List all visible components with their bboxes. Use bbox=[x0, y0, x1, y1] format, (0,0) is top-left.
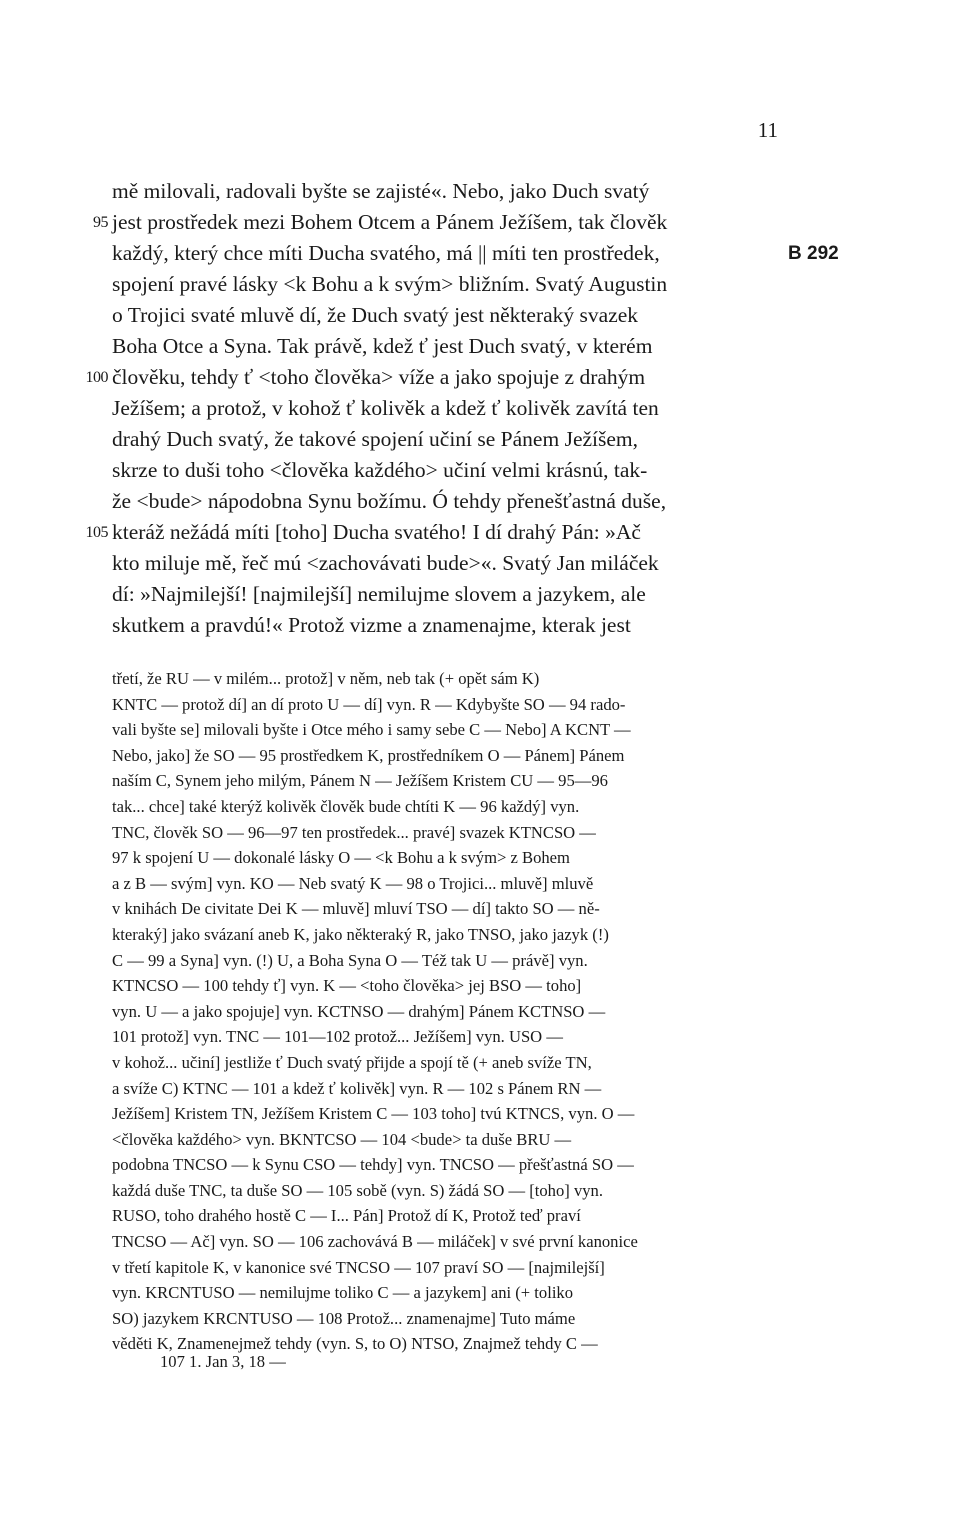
apparatus-line: v kohož... učiní] jestliže ť Duch svatý přijde a spojí tě (+ aneb svíže TN, bbox=[112, 1052, 592, 1072]
apparatus-line: vali byšte se] milovali byšte i Otce mého i samy sebe C — Nebo] A KCNT — bbox=[112, 720, 631, 740]
apparatus-line: každá duše TNC, ta duše SO — 105 sobě (vyn. S) žádá SO — [toho] vyn. bbox=[112, 1180, 603, 1200]
apparatus-line: 101 protož] vyn. TNC — 101—102 protož... Ježíšem] vyn. USO — bbox=[112, 1027, 563, 1047]
text-line: mě milovali, radovali byšte se zajisté«. Nebo, jako Duch svatý bbox=[112, 179, 650, 203]
apparatus-line: KTNCSO — 100 tehdy ť] vyn. K — <toho člověka> jej BSO — toho] bbox=[112, 976, 582, 996]
apparatus-line: RUSO, toho drahého hostě C — I... Pán] Protož dí K, Protož teď praví bbox=[112, 1206, 581, 1226]
apparatus-line: C — 99 a Syna] vyn. (!) U, a Boha Syna O — Též tak U — právě] vyn. bbox=[112, 950, 588, 970]
line-number: 100 bbox=[85, 369, 108, 386]
apparatus-line: vyn. U — a jako spojuje] vyn. KCTNSO — drahým] Pánem KCTNSO — bbox=[112, 1001, 606, 1021]
text-line: člověku, tehdy ť <toho člověka> víže a jako spojuje z drahým 100 bbox=[112, 362, 780, 393]
text-line: Boha Otce a Syna. Tak právě, kdež ť jest Duch svatý, v kterém bbox=[112, 334, 653, 358]
text-line: že <bude> nápodobna Synu božímu. Ó tehdy přenešťastná duše, bbox=[112, 489, 667, 513]
line-number: 95 bbox=[93, 214, 108, 231]
text-line: skutkem a pravdú!« Protož vizme a znamenajme, kterak jest bbox=[112, 613, 631, 637]
margin-reference: B 292 bbox=[788, 243, 839, 264]
text-line: kteráž nežádá míti [toho] Ducha svatého! I dí drahý Pán: »Ač 105 bbox=[112, 517, 780, 548]
apparatus-line: TNCSO — Ač] vyn. SO — 106 zachovává B — miláček] v své první kanonice bbox=[112, 1232, 638, 1252]
text-line: drahý Duch svatý, že takové spojení učiní se Pánem Ježíšem, bbox=[112, 427, 639, 451]
apparatus-line: naším C, Synem jeho milým, Pánem N — Ježíšem Kristem CU — 95—96 bbox=[112, 771, 608, 791]
apparatus-line: v knihách De civitate Dei K — mluvě] mluví TSO — dí] takto SO — ně- bbox=[112, 899, 600, 919]
apparatus-line: tak... chce] také kterýž kolivěk člověk bude chtíti K — 96 každý] vyn. bbox=[112, 796, 580, 816]
apparatus-line: Nebo, jako] že SO — 95 prostředkem K, prostředníkem O — Pánem] Pánem bbox=[112, 745, 625, 765]
text-line: každý, který chce míti Ducha svatého, má || míti ten prostředek, B 292 bbox=[112, 238, 780, 269]
text-line: kto miluje mě, řeč mú <zachovávati bude>«. Svatý Jan miláček bbox=[112, 551, 659, 575]
apparatus-line: kteraký] jako svázaní aneb K, jako některaký R, jako TNSO, jako jazyk (!) bbox=[112, 924, 609, 944]
apparatus-line: a z B — svým] vyn. KO — Neb svatý K — 98 o Trojici... mluvě] mluvě bbox=[112, 873, 594, 893]
apparatus-line: KNTC — protož dí] an dí proto U — dí] vyn. R — Kdybyšte SO — 94 rado- bbox=[112, 694, 626, 714]
line-number: 105 bbox=[85, 524, 108, 541]
apparatus-line: třetí, že RU — v milém... protož] v něm, neb tak (+ opět sám K) bbox=[112, 669, 540, 688]
apparatus-line: Ježíšem] Kristem TN, Ježíšem Kristem C — 103 toho] tvú KTNCS, vyn. O — bbox=[112, 1104, 635, 1124]
text-line: o Trojici svaté mluvě dí, že Duch svatý jest některaký svazek bbox=[112, 303, 639, 327]
footnote-reference: 107 1. Jan 3, 18 — bbox=[160, 1352, 286, 1371]
apparatus-line: 97 k spojení U — dokonalé lásky O — <k Bohu a k svým> z Bohem bbox=[112, 848, 570, 868]
text-line: Ježíšem; a protož, v kohož ť kolivěk a kdež ť kolivěk zavítá ten bbox=[112, 396, 659, 420]
critical-apparatus bbox=[112, 666, 780, 1357]
text-line: jest prostředek mezi Bohem Otcem a Pánem Ježíšem, tak člověk 95 bbox=[112, 207, 780, 238]
apparatus-line: a svíže C) KTNC — 101 a kdež ť kolivěk] vyn. R — 102 s Pánem RN — bbox=[112, 1078, 602, 1098]
text-line: spojení pravé lásky <k Bohu a k svým> bližním. Svatý Augustin bbox=[112, 272, 668, 296]
apparatus-line: věděti K, Znamenejmež tehdy (vyn. S, to O) NTSO, Znajmež tehdy C — bbox=[112, 1334, 598, 1354]
apparatus-line: SO) jazykem KRCNTUSO — 108 Protož... znamenajme] Tuto máme bbox=[112, 1308, 576, 1328]
text-line: dí: »Najmilejší! [najmilejší] nemilujme slovem a jazykem, ale bbox=[112, 582, 646, 606]
page-number: 11 bbox=[757, 118, 778, 142]
apparatus-line: podobna TNCSO — k Synu CSO — tehdy] vyn. TNCSO — přešťastná SO — bbox=[112, 1155, 634, 1175]
main-text bbox=[85, 176, 839, 641]
apparatus-line: v třetí kapitole K, v kanonice své TNCSO — 107 praví SO — [najmilejší] bbox=[112, 1257, 605, 1277]
apparatus-line: <člověka každého> vyn. BKNTCSO — 104 <bude> ta duše BRU — bbox=[112, 1129, 572, 1149]
text-line: skrze to duši toho <člověka každého> učiní velmi krásnú, tak- bbox=[112, 458, 648, 482]
apparatus-line: vyn. KRCNTUSO — nemilujme toliko C — a jazykem] ani (+ toliko bbox=[112, 1283, 574, 1303]
apparatus-line: TNC, člověk SO — 96—97 ten prostředek... pravé] svazek KTNCSO — bbox=[112, 822, 596, 842]
